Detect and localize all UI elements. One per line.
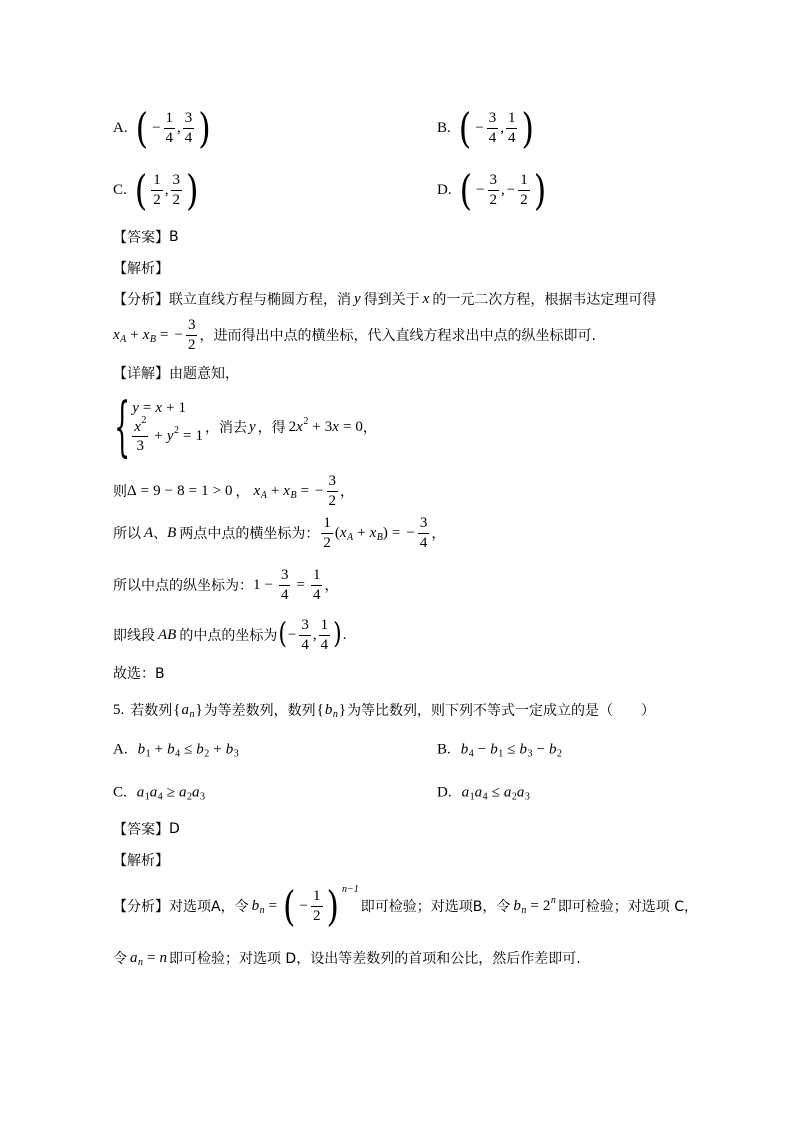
q5-analysis-line-2 bbox=[113, 948, 581, 968]
right-brace: } bbox=[195, 701, 203, 718]
fraction-numerator: 3 bbox=[327, 473, 339, 492]
math-operator: = bbox=[268, 897, 278, 914]
text-segment: 则 bbox=[113, 484, 127, 500]
left-paren: ( bbox=[135, 103, 149, 153]
subscript: 1 bbox=[469, 791, 475, 803]
subscript: B bbox=[149, 333, 157, 345]
right-paren: ) bbox=[333, 618, 342, 651]
math-number: 2 bbox=[542, 897, 551, 914]
q5-stem bbox=[113, 700, 655, 720]
minus-sign: − bbox=[152, 119, 161, 136]
fraction-denominator: 4 bbox=[488, 129, 497, 146]
text-segment: 即线段 bbox=[113, 628, 155, 644]
fraction-denominator: 2 bbox=[328, 492, 336, 509]
minus-sign: − bbox=[287, 626, 297, 643]
math-number: 9 bbox=[153, 482, 161, 499]
answer-value: B bbox=[169, 229, 179, 245]
math-operator: > bbox=[212, 482, 222, 499]
fraction-numerator: 3 bbox=[279, 567, 291, 586]
math-operator: = bbox=[142, 399, 152, 416]
subscript: n bbox=[138, 956, 143, 968]
math-variable: a bbox=[179, 784, 187, 801]
fraction-numerator: 1 bbox=[311, 888, 323, 907]
superscript: 2 bbox=[303, 415, 309, 427]
math-operator: + bbox=[357, 524, 366, 541]
q4-option-c bbox=[113, 165, 200, 215]
math-operator: = bbox=[147, 949, 156, 966]
fraction bbox=[183, 110, 195, 146]
q4-answer-line bbox=[113, 227, 179, 247]
equation-line bbox=[132, 400, 186, 417]
fraction bbox=[418, 515, 430, 551]
midpoint-y-line bbox=[113, 567, 338, 603]
delta-line bbox=[113, 473, 354, 509]
math-operator: + bbox=[130, 326, 139, 343]
comma: , bbox=[312, 626, 317, 643]
option-label: B. bbox=[437, 119, 451, 136]
math-variable: a bbox=[149, 784, 158, 801]
math-operator: = bbox=[296, 576, 305, 593]
exponent: n−1 bbox=[341, 883, 359, 895]
subscript: 1 bbox=[144, 791, 150, 803]
math-variable: b bbox=[324, 701, 333, 718]
fraction-denominator: 4 bbox=[320, 636, 329, 653]
math-variable: y bbox=[248, 418, 256, 435]
answer-tag: 【答案】 bbox=[113, 822, 169, 838]
q4-choose-line bbox=[113, 663, 165, 683]
math-variable: a bbox=[136, 784, 145, 801]
q4-option-a bbox=[113, 103, 213, 153]
math-variable: x bbox=[422, 290, 430, 307]
equation-system bbox=[132, 400, 203, 455]
superscript: 2 bbox=[141, 415, 147, 427]
math-operator: + bbox=[154, 741, 164, 758]
text-segment: 即可检验；对选项 D，设出等差数列的首项和公比，然后作差即可. bbox=[168, 951, 581, 967]
math-variable: b bbox=[513, 897, 521, 914]
comma: , bbox=[500, 119, 504, 136]
math-variable: x bbox=[134, 418, 141, 435]
q5-option-c bbox=[113, 785, 205, 802]
math-number: 1 bbox=[253, 576, 261, 593]
fraction-denominator: 2 bbox=[520, 191, 528, 208]
math-variable: b bbox=[251, 897, 260, 914]
q5-option-b bbox=[437, 742, 562, 759]
text-segment: 的一元二次方程，根据韦达定理可得 bbox=[432, 292, 657, 308]
equation-line bbox=[132, 415, 203, 455]
option-label: D. bbox=[437, 784, 452, 801]
fraction-numerator: 3 bbox=[487, 110, 499, 129]
fraction-denominator: 4 bbox=[280, 586, 289, 603]
math-number: 0 bbox=[225, 482, 233, 499]
math-operator: = bbox=[160, 326, 169, 343]
fraction-denominator: 2 bbox=[489, 191, 498, 208]
q4-analysis-line-1 bbox=[113, 289, 656, 309]
subscript: 3 bbox=[233, 748, 239, 760]
left-paren: ( bbox=[334, 524, 340, 541]
math-number: 1 bbox=[201, 482, 209, 499]
math-variable: a bbox=[192, 784, 200, 801]
right-paren: ) bbox=[326, 881, 339, 931]
answer-tag: 【答案】 bbox=[113, 230, 169, 246]
subscript: 1 bbox=[498, 748, 504, 760]
math-variable: x bbox=[369, 524, 377, 541]
math-number: 1 bbox=[195, 428, 203, 444]
math-number: 0 bbox=[355, 418, 363, 435]
subscript: n bbox=[259, 904, 265, 916]
system-brace: { bbox=[114, 389, 131, 465]
fraction bbox=[518, 172, 530, 208]
fraction-numerator: 3 bbox=[186, 317, 198, 336]
math-operator: + bbox=[154, 428, 163, 444]
detail-tag: 【详解】 bbox=[113, 366, 169, 382]
fraction-numerator: 3 bbox=[171, 172, 183, 191]
text-segment: ， bbox=[235, 484, 250, 500]
fraction-denominator: 4 bbox=[419, 534, 428, 551]
math-operator: + bbox=[166, 399, 175, 416]
text-segment: ， bbox=[324, 578, 339, 594]
subscript: A bbox=[260, 489, 267, 501]
text-segment: 得到关于 bbox=[363, 292, 420, 308]
right-brace: } bbox=[338, 701, 347, 718]
math-variable: y bbox=[354, 290, 361, 307]
option-label: A. bbox=[113, 119, 128, 136]
minus-sign: − bbox=[299, 897, 308, 914]
right-paren: ) bbox=[521, 103, 534, 153]
fraction bbox=[311, 888, 323, 924]
q5-analysis-line-1 bbox=[113, 881, 699, 931]
q5-answer-line bbox=[113, 819, 180, 839]
fraction-denominator: 4 bbox=[507, 129, 516, 146]
right-paren: ) bbox=[382, 524, 388, 541]
math-variable: B bbox=[167, 524, 177, 541]
math-operator: + bbox=[312, 418, 321, 435]
text-segment: ，得 bbox=[257, 420, 286, 436]
comma: , bbox=[177, 119, 181, 136]
fraction-numerator: 1 bbox=[164, 110, 176, 129]
subscript: 4 bbox=[482, 791, 488, 803]
fraction bbox=[488, 172, 500, 208]
option-label: D. bbox=[437, 181, 452, 198]
fraction-numerator: 1 bbox=[311, 567, 323, 586]
math-variable: b bbox=[196, 741, 204, 758]
option-label: A. bbox=[113, 741, 128, 758]
fraction-numerator: 1 bbox=[319, 617, 331, 636]
fraction bbox=[186, 317, 198, 353]
q4-option-d bbox=[437, 165, 548, 215]
math-variable: a bbox=[516, 784, 525, 801]
text-segment: 令 bbox=[113, 951, 127, 967]
q5-jiexi-line bbox=[113, 850, 169, 870]
answer-value: D bbox=[169, 821, 180, 837]
fraction-denominator: 4 bbox=[312, 586, 321, 603]
fraction-numerator: 1 bbox=[151, 172, 163, 191]
subscript: 4 bbox=[157, 791, 163, 803]
text-segment: 对选项A，令 bbox=[169, 899, 249, 915]
text-segment: 所以中点的纵坐标为： bbox=[113, 578, 253, 594]
math-variable: b bbox=[519, 741, 527, 758]
minus-sign: − bbox=[406, 524, 415, 541]
math-variable: x bbox=[155, 399, 162, 416]
math-number: 8 bbox=[177, 482, 185, 499]
math-number: 2 bbox=[288, 418, 297, 435]
fraction-numerator: 3 bbox=[299, 617, 311, 636]
fraction-denominator: 2 bbox=[323, 534, 331, 551]
math-operator: − bbox=[536, 741, 545, 758]
text-segment: 联立直线方程与椭圆方程，消 bbox=[169, 292, 351, 308]
subscript: B bbox=[376, 531, 383, 543]
fraction-denominator: 4 bbox=[184, 129, 193, 146]
subscript: A bbox=[347, 531, 354, 543]
text-segment: 两点中点的横坐标为： bbox=[179, 526, 320, 542]
text-segment: ，进而得出中点的横坐标，代入直线方程求出中点的纵坐标即可. bbox=[199, 328, 596, 344]
fraction-numerator bbox=[132, 415, 148, 438]
fraction bbox=[151, 172, 163, 208]
math-variable: b bbox=[225, 741, 234, 758]
math-operator: = bbox=[140, 482, 150, 499]
minus-sign: − bbox=[475, 119, 484, 136]
q5-option-d bbox=[437, 785, 530, 802]
math-variable: x bbox=[283, 482, 290, 499]
fraction-denominator: 2 bbox=[187, 336, 196, 353]
minus-sign: − bbox=[506, 181, 516, 198]
fraction-denominator: 2 bbox=[172, 191, 180, 208]
subscript: B bbox=[290, 489, 297, 501]
math-variable: y bbox=[166, 428, 174, 444]
math-variable: y bbox=[132, 399, 139, 416]
fraction-numerator: 3 bbox=[418, 515, 430, 534]
midpoint-coordinate-line bbox=[113, 617, 346, 653]
right-paren: ) bbox=[533, 165, 547, 215]
text-segment: 为等比数列，则下列不等式一定成立的是（ ） bbox=[347, 703, 656, 719]
fraction-denominator: 2 bbox=[313, 907, 321, 924]
jiexi-tag: 【解析】 bbox=[113, 261, 169, 277]
subscript: 1 bbox=[145, 748, 151, 760]
text-segment: 所以 bbox=[113, 526, 141, 542]
text-segment: ，消去 bbox=[204, 420, 247, 436]
subscript: 2 bbox=[556, 748, 562, 760]
subscript: n bbox=[332, 708, 338, 720]
math-variable: b bbox=[137, 741, 146, 758]
math-variable: b bbox=[167, 741, 175, 758]
subscript: 2 bbox=[204, 748, 210, 760]
math-variable: x bbox=[253, 482, 261, 499]
right-paren: ) bbox=[186, 165, 199, 215]
comma: , bbox=[164, 181, 169, 198]
midpoint-x-line bbox=[113, 515, 445, 551]
math-operator: − bbox=[264, 576, 273, 593]
text-segment: ， bbox=[340, 484, 354, 500]
fraction bbox=[279, 567, 291, 603]
superscript: 2 bbox=[174, 425, 179, 436]
minus-sign: − bbox=[174, 326, 183, 343]
fraction bbox=[164, 110, 176, 146]
left-brace: { bbox=[173, 701, 181, 718]
period: . bbox=[342, 626, 347, 643]
fraction-denominator: 4 bbox=[301, 636, 309, 653]
text-segment: ， bbox=[431, 526, 446, 542]
text-segment: 即可检验；对选项B，令 bbox=[360, 899, 511, 915]
option-label: C. bbox=[113, 784, 127, 801]
math-variable: b bbox=[548, 741, 557, 758]
math-variable: x bbox=[339, 524, 347, 541]
fraction-numerator: 1 bbox=[506, 110, 518, 129]
text-segment: ， bbox=[362, 420, 377, 436]
math-number: 3 bbox=[324, 418, 333, 435]
fraction-numerator: 1 bbox=[321, 515, 333, 534]
superscript: n bbox=[550, 894, 556, 906]
q5-option-a bbox=[113, 742, 239, 759]
left-paren: ( bbox=[459, 165, 473, 215]
fraction-denominator: 4 bbox=[165, 129, 174, 146]
math-operator: ≤ bbox=[184, 741, 193, 758]
q4-detail-line bbox=[113, 363, 239, 383]
text-segment: 的中点的坐标为 bbox=[179, 628, 278, 644]
text-segment: 若数列 bbox=[130, 703, 173, 719]
math-variable: a bbox=[130, 949, 138, 966]
subscript: 3 bbox=[200, 791, 205, 803]
left-paren: ( bbox=[134, 165, 148, 215]
text-segment: 为等差数列，数列 bbox=[203, 703, 316, 719]
text-segment: 即可检验；对选项 C， bbox=[557, 899, 699, 915]
left-brace: { bbox=[316, 701, 324, 718]
fraction bbox=[487, 110, 499, 146]
text-segment: 故选：B bbox=[113, 666, 165, 682]
math-variable: A bbox=[144, 524, 154, 541]
math-number: 1 bbox=[178, 399, 186, 416]
q4-option-b bbox=[437, 103, 536, 153]
math-operator: = bbox=[300, 482, 310, 499]
fraction bbox=[319, 617, 331, 653]
fraction bbox=[132, 415, 148, 455]
math-variable: a bbox=[503, 784, 512, 801]
math-variable: a bbox=[461, 784, 470, 801]
math-variable: x bbox=[332, 418, 339, 435]
option-label: C. bbox=[113, 181, 127, 198]
math-variable: n bbox=[159, 949, 167, 966]
fraction-denominator: 2 bbox=[153, 191, 161, 208]
math-variable: x bbox=[142, 326, 150, 343]
comma: , bbox=[501, 181, 505, 198]
math-operator: ≥ bbox=[166, 784, 175, 801]
math-variable: b bbox=[490, 741, 498, 758]
fraction bbox=[299, 617, 311, 653]
segment-name: AB bbox=[158, 626, 177, 643]
math-operator: ≤ bbox=[491, 784, 500, 801]
option-label: B. bbox=[437, 741, 451, 758]
subscript: 3 bbox=[527, 748, 533, 760]
fraction-denominator: 3 bbox=[136, 438, 145, 454]
math-operator: + bbox=[213, 741, 222, 758]
fraction bbox=[506, 110, 518, 146]
right-paren: ) bbox=[198, 103, 211, 153]
text-segment: 由题意知， bbox=[169, 366, 239, 382]
math-operator: = bbox=[342, 418, 352, 435]
analysis-tag: 【分析】 bbox=[113, 899, 169, 915]
fraction-numerator: 1 bbox=[518, 172, 530, 191]
math-variable: b bbox=[460, 741, 469, 758]
question-number: 5. bbox=[113, 701, 125, 718]
math-operator: − bbox=[477, 741, 487, 758]
text-segment: 、 bbox=[153, 526, 168, 542]
math-symbol: Δ bbox=[127, 482, 137, 499]
subscript: 4 bbox=[175, 748, 181, 760]
subscript: 3 bbox=[524, 791, 530, 803]
subscript: 4 bbox=[468, 748, 474, 760]
fraction bbox=[321, 515, 333, 551]
q4-analysis-line-2 bbox=[113, 317, 596, 353]
analysis-tag: 【分析】 bbox=[113, 292, 169, 308]
math-operator: = bbox=[183, 428, 192, 444]
fraction-numerator: 3 bbox=[183, 110, 195, 129]
fraction bbox=[327, 473, 339, 509]
equation-system-line bbox=[113, 389, 377, 465]
fraction bbox=[171, 172, 183, 208]
minus-sign: − bbox=[476, 181, 485, 198]
subscript: n bbox=[521, 904, 527, 916]
math-operator: + bbox=[270, 482, 280, 499]
subscript: n bbox=[189, 708, 195, 720]
math-variable: x bbox=[296, 418, 303, 435]
fraction-numerator: 3 bbox=[488, 172, 500, 191]
math-operator: ≤ bbox=[507, 741, 516, 758]
math-operator: = bbox=[188, 482, 198, 499]
math-variable: x bbox=[113, 326, 120, 343]
math-operator: = bbox=[530, 897, 539, 914]
subscript: A bbox=[120, 333, 127, 345]
left-paren: ( bbox=[458, 103, 472, 153]
math-operator: − bbox=[164, 482, 174, 499]
left-paren: ( bbox=[283, 881, 296, 931]
left-paren: ( bbox=[278, 618, 287, 651]
math-variable: a bbox=[181, 701, 189, 718]
jiexi-tag: 【解析】 bbox=[113, 853, 169, 869]
subscript: 2 bbox=[511, 791, 517, 803]
minus-sign: − bbox=[315, 482, 324, 499]
q4-jiexi-line bbox=[113, 258, 169, 278]
fraction bbox=[311, 567, 323, 603]
math-variable: a bbox=[474, 784, 483, 801]
math-operator: = bbox=[391, 524, 401, 541]
subscript: 2 bbox=[187, 791, 192, 803]
